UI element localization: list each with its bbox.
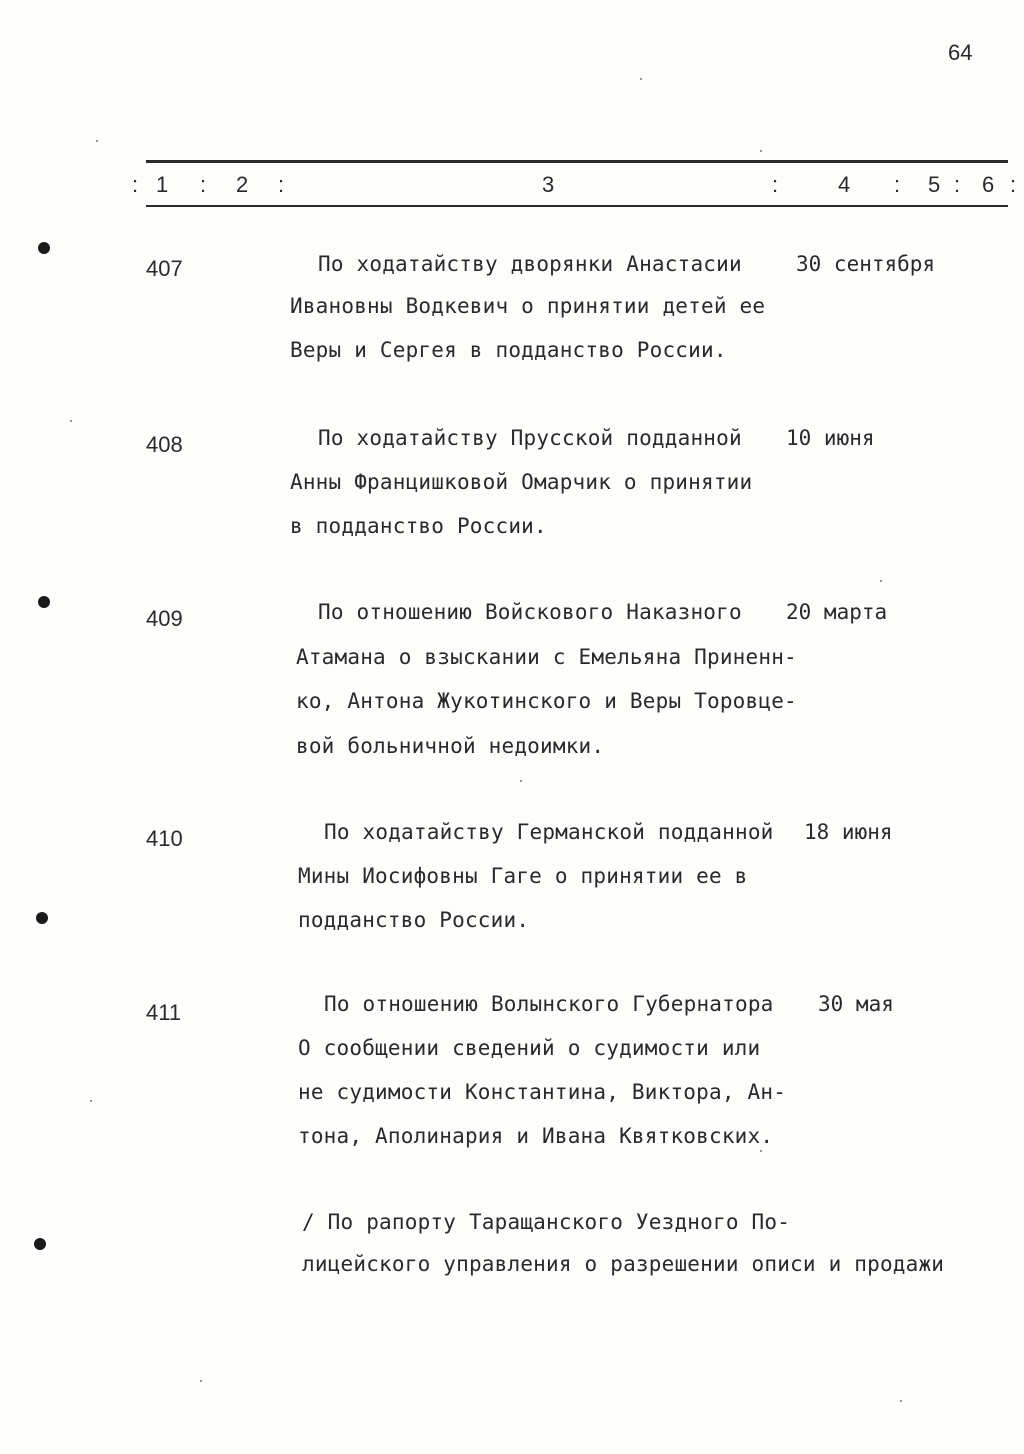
column-header-6: 6 [982, 172, 995, 197]
entry-date: 20 марта [786, 600, 888, 624]
scan-speck [70, 420, 72, 422]
scan-speck [760, 150, 762, 152]
scan-speck [900, 1400, 902, 1402]
entry-text-line: По отношению Волынского Губернатора [324, 992, 774, 1016]
scan-speck [880, 580, 882, 582]
scan-speck [760, 1150, 762, 1152]
column-separator: : [278, 172, 285, 197]
punch-hole-mark [34, 1238, 46, 1250]
punch-hole-mark [38, 242, 50, 254]
scan-speck [96, 140, 98, 142]
column-separator: : [1010, 172, 1017, 197]
entry-text-line: тона, Аполинария и Ивана Квятковских. [298, 1124, 774, 1148]
entry-date: 30 мая [818, 992, 894, 1016]
entry-text-line: По ходатайству Прусской подданной [318, 426, 742, 450]
column-separator: : [954, 172, 961, 197]
table-header-bottom-rule [146, 205, 1008, 207]
entry-number: 407 [146, 256, 183, 281]
column-header-2: 2 [236, 172, 249, 197]
scan-speck [520, 780, 522, 782]
entry-text-line: подданство России. [298, 908, 530, 932]
punch-hole-mark [38, 596, 50, 608]
entry-number: 411 [146, 1000, 182, 1025]
entry-text-line: ко, Антона Жукотинского и Веры Торовце- [296, 689, 797, 713]
table-header-top-rule [146, 160, 1008, 163]
page-number: 64 [948, 40, 973, 65]
column-header-row [120, 172, 1024, 202]
column-separator: : [132, 172, 139, 197]
column-separator: : [772, 172, 779, 197]
entry-number: 408 [146, 432, 183, 457]
scan-speck [640, 78, 642, 80]
entry-text-line: лицейского управления о разрешении описи и продажи [302, 1252, 945, 1276]
entry-text-line: вой больничной недоимки. [296, 734, 605, 758]
entry-text-line: По отношению Войскового Наказного [318, 600, 742, 624]
entry-text-line: Атамана о взыскании с Емельяна Приненн- [296, 645, 797, 669]
entry-text-line: Анны Францишковой Омарчик о принятии [290, 470, 753, 494]
column-header-1: 1 [156, 172, 169, 197]
punch-hole-mark [36, 912, 48, 924]
entry-text-line: не судимости Константина, Виктора, Ан- [298, 1080, 787, 1104]
scan-speck [200, 1380, 202, 1382]
entry-date: 10 июня [786, 426, 875, 450]
entry-text-line: Ивановны Водкевич о принятии детей ее [290, 294, 766, 318]
column-separator: : [894, 172, 901, 197]
entry-number: 410 [146, 826, 183, 851]
entry-text-line: в подданство России. [290, 514, 547, 538]
column-header-5: 5 [928, 172, 941, 197]
column-separator: : [200, 172, 207, 197]
entry-text-line: По ходатайству дворянки Анастасии [318, 252, 742, 276]
entry-text-line: / По рапорту Таращанского Уездного По- [302, 1210, 791, 1234]
entry-number: 409 [146, 606, 183, 631]
column-header-4: 4 [838, 172, 851, 197]
entry-text-line: Веры и Сергея в подданство России. [290, 338, 727, 362]
entry-text-line: Мины Иосифовны Гаге о принятии ее в [298, 864, 748, 888]
entry-date: 18 июня [804, 820, 893, 844]
entry-text-line: По ходатайству Германской подданной [324, 820, 774, 844]
entry-date: 30 сентября [796, 252, 936, 276]
column-header-3: 3 [542, 172, 555, 197]
scan-speck [90, 1100, 92, 1102]
entry-text-line: О сообщении сведений о судимости или [298, 1036, 761, 1060]
